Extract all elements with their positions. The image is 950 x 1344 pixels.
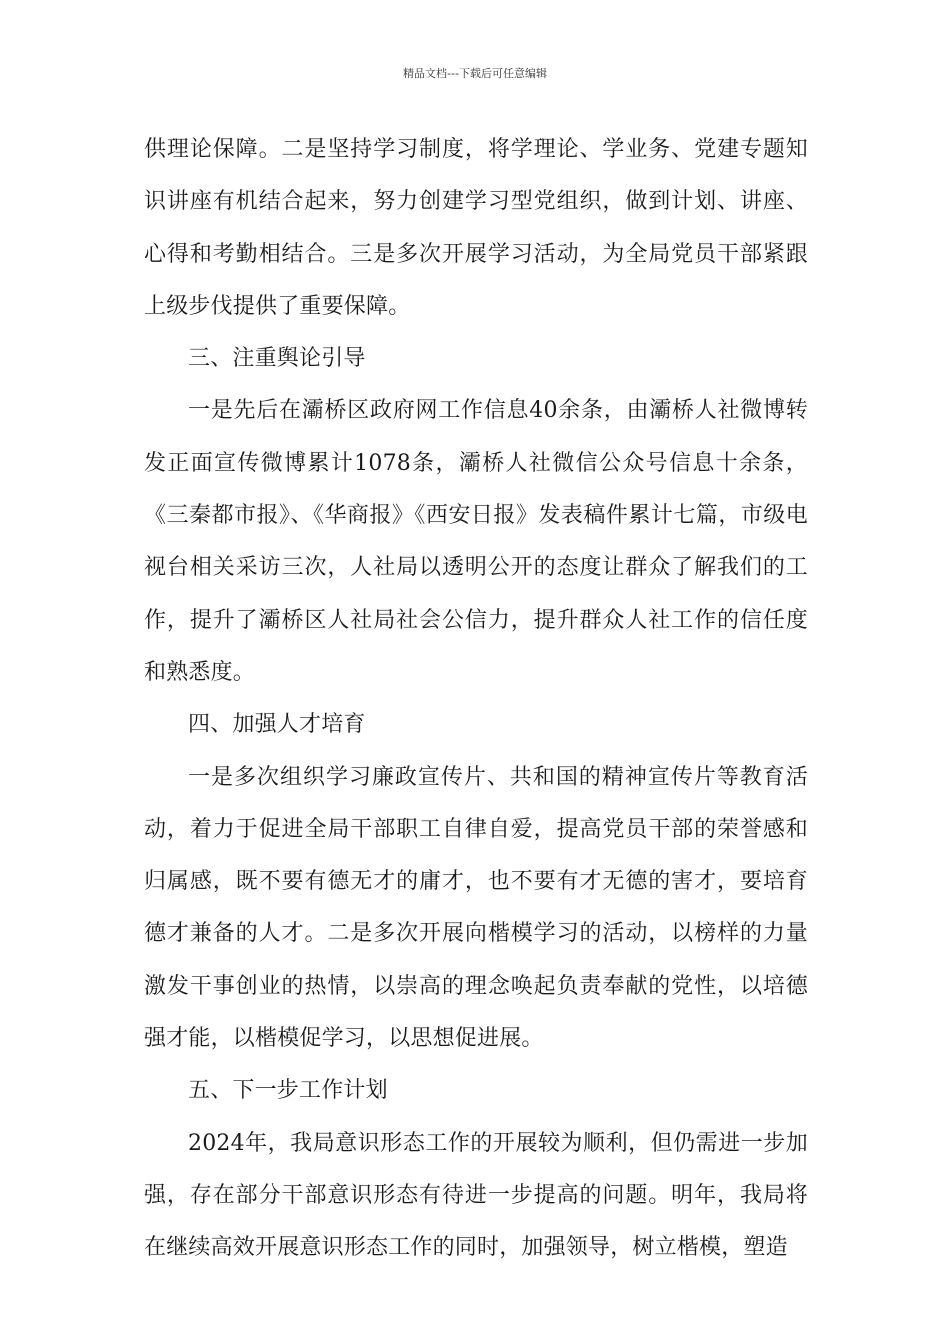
page-header: 精品文档---下载后可任意编辑 [403, 67, 547, 80]
section-heading-public-opinion: 三、注重舆论引导 [188, 346, 366, 372]
paragraph-continuation: 供理论保障。二是坚持学习制度，将学理论、学业务、党建专题知识讲座有机结合起来，努力创建学习型党组织，做到计划、讲座、心得和考勤相结合。三是多次开展学习活动，为全局党员干部紧跟上级步伐提供了重要保障。 [144, 137, 808, 319]
paragraph-public-opinion: 一是先后在灞桥区政府网工作信息40余条，由灞桥人社微博转发正面宣传微博累计1078条，灞桥人社微信公众号信息十余条，《三秦都市报》、《华商报》《西安日报》发表稿件累计七篇，市级电视台相关采访三次，人社局以透明公开的态度让群众了解我们的工作，提升了灞桥区人社局社会公信力，提升群众人社工作的信任度和熟悉度。 [144, 398, 808, 685]
document-body [144, 124, 808, 1275]
paragraph-next-plan: 2024年，我局意识形态工作的开展较为顺利，但仍需进一步加强，存在部分干部意识形态有待进一步提高的问题。明年，我局将在继续高效开展意识形态工作的同时，加强领导，树立楷模，塑造 [144, 1130, 808, 1261]
section-heading-talent: 四、加强人才培育 [188, 712, 366, 738]
paragraph-talent: 一是多次组织学习廉政宣传片、共和国的精神宣传片等教育活动，着力于促进全局干部职工自律自爱，提高党员干部的荣誉感和归属感，既不要有德无才的庸才，也不要有才无德的害才，要培育德才兼备的人才。二是多次开展向楷模学习的活动，以榜样的力量激发干事创业的热情，以崇高的理念唤起负责奉献的党性，以培德强才能，以楷模促学习，以思想促进展。 [144, 764, 808, 1052]
section-heading-next-plan: 五、下一步工作计划 [188, 1078, 388, 1104]
